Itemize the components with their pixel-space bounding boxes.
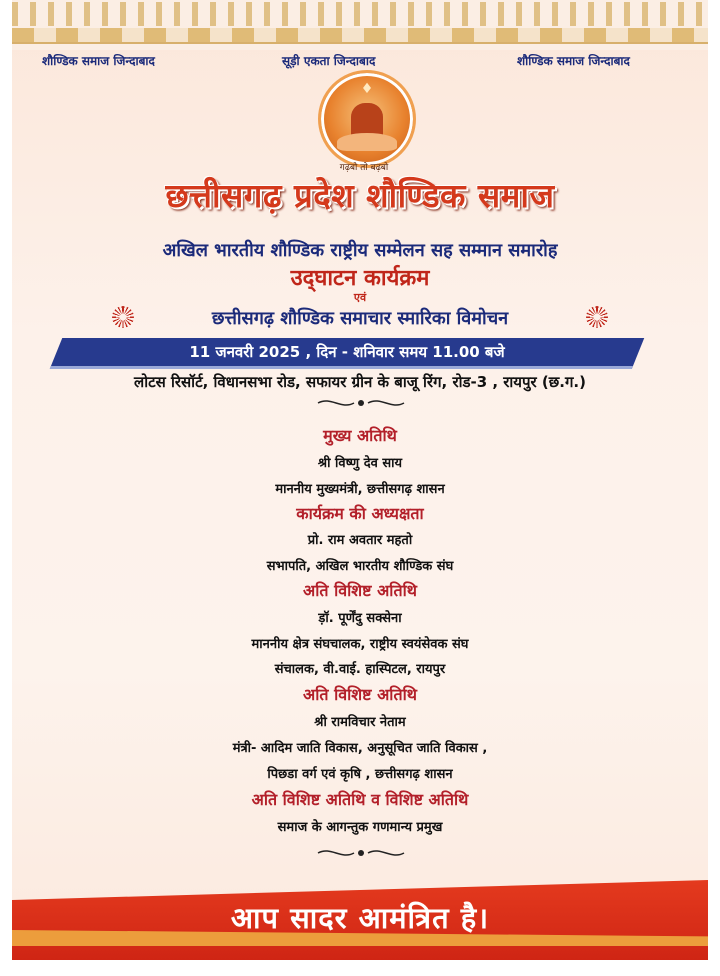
shivling-icon: ♦ — [360, 81, 374, 97]
decorative-top-border — [12, 0, 708, 50]
guest-designation: संचालक, वी.वाई. हास्पिटल, रायपुर — [274, 662, 446, 677]
guest-designation: समाज के आगन्तुक गणमान्य प्रमुख — [277, 820, 443, 835]
slogan-left: शौण्डिक समाज जिन्दाबाद — [42, 54, 155, 68]
venue-line: लोटस रिसॉर्ट, विधानसभा रोड, सफायर ग्रीन के बाजू रिंग, रोड-3 , रायपुर (छ.ग.) — [134, 373, 586, 391]
guest-name: श्री विष्णु देव साय — [317, 456, 403, 471]
hands-icon — [337, 133, 397, 151]
guest-designation: मंत्री- आदिम जाति विकास, अनुसूचित जाति विकास , — [232, 741, 488, 756]
section-heading: अति विशिष्ट अतिथि — [303, 685, 417, 704]
logo-motto: गढ़बो तो बढ़बो — [339, 163, 389, 173]
guest-name: प्रो. राम अवतार महतो — [307, 533, 413, 548]
invitation-message: आप सादर आमंत्रित है। — [230, 901, 490, 935]
section-heading: अति विशिष्ट अतिथि व विशिष्ट अतिथि — [251, 790, 469, 809]
souvenir-release-title: छत्तीसगढ़ शौण्डिक समाचार स्मारिका विमोचन — [211, 308, 509, 329]
date-time-line: 11 जनवरी 2025 , दिन - शनिवार समय 11.00 बजे — [189, 343, 505, 361]
inauguration-title: उद्‌घाटन कार्यक्रम — [290, 266, 430, 291]
slogan-center: सूड़ी एकता जिन्दाबाद — [282, 54, 376, 68]
border-pattern-top — [12, 2, 708, 26]
guest-name: श्री रामविचार नेताम — [314, 715, 406, 730]
flourish-divider-icon — [316, 846, 406, 860]
guest-designation: माननीय मुख्यमंत्री, छत्तीसगढ़ शासन — [275, 482, 445, 497]
event-name: अखिल भारतीय शौण्डिक राष्ट्रीय सम्मेलन सह सम्मान समारोह — [162, 240, 558, 261]
guest-name: ड़ॉ. पूर्णेंदु सक्सेना — [318, 611, 402, 626]
invitation-card — [12, 0, 708, 960]
samaj-logo — [318, 70, 416, 168]
burst-ornament-right-icon — [586, 306, 608, 328]
guest-designation: पिछडा वर्ग एवं कृषि , छत्तीसगढ़ शासन — [267, 767, 453, 782]
section-heading: मुख्य अतिथि — [323, 426, 397, 445]
slogan-right: शौण्डिक समाज जिन्दाबाद — [517, 54, 630, 68]
border-pattern-bottom — [12, 28, 708, 44]
guest-designation: सभापति, अखिल भारतीय शौण्डिक संघ — [266, 559, 454, 574]
conjunction-label: एवं — [353, 291, 367, 304]
main-title: छत्तीसगढ़ प्रदेश शौण्डिक समाज — [165, 176, 555, 215]
flourish-divider-icon — [316, 396, 406, 410]
section-heading: अति विशिष्ट अतिथि — [303, 581, 417, 600]
section-heading: कार्यक्रम की अध्यक्षता — [296, 504, 424, 523]
guest-designation: माननीय क्षेत्र संघचालक, राष्ट्रीय स्वयंसेवक संघ — [251, 637, 469, 652]
